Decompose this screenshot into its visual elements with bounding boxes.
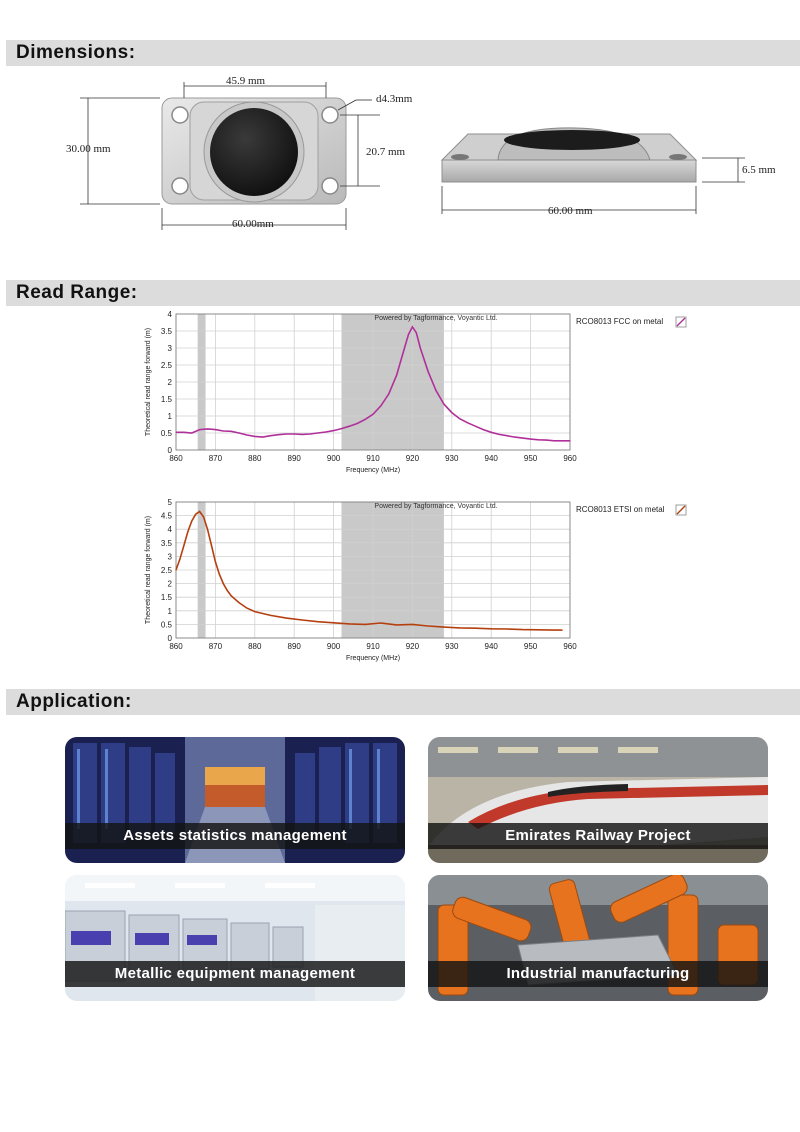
section-title: Read Range:	[16, 282, 138, 303]
data-point	[238, 602, 239, 603]
y-tick-label: 1	[167, 606, 172, 616]
x-axis-label: Frequency (MHz)	[345, 467, 401, 474]
data-point	[396, 624, 397, 625]
data-point	[231, 431, 232, 432]
x-tick-label: 920	[405, 642, 420, 651]
data-point	[333, 430, 334, 431]
y-axis-label: Theoretical read range forward (m)	[145, 515, 152, 625]
x-tick-label: 950	[523, 454, 538, 463]
data-point	[301, 434, 302, 435]
data-point	[404, 347, 405, 348]
data-point	[428, 625, 429, 626]
data-point	[491, 432, 492, 433]
data-point	[223, 583, 224, 584]
y-tick-label: 4	[167, 310, 172, 319]
data-point	[231, 595, 232, 596]
data-point	[459, 627, 460, 628]
section-header-dimensions	[6, 40, 800, 66]
data-point	[475, 628, 476, 629]
legend-label: RCO8013 FCC on metal	[576, 317, 664, 326]
x-tick-label: 860	[169, 454, 183, 463]
data-point	[443, 627, 444, 628]
data-point	[475, 426, 476, 427]
data-point	[183, 432, 184, 433]
data-point	[246, 607, 247, 608]
chart-credit: Powered by Tagformance, Voyantic Ltd.	[374, 503, 498, 510]
y-tick-label: 3	[167, 344, 172, 353]
data-point	[522, 629, 523, 630]
data-point	[219, 573, 220, 574]
y-tick-label: 3.5	[160, 538, 172, 548]
data-point	[357, 423, 358, 424]
data-point	[435, 390, 436, 391]
data-point	[569, 440, 570, 441]
y-tick-label: 3	[167, 552, 172, 562]
section-header-read-range	[6, 280, 800, 306]
data-point	[211, 545, 212, 546]
data-point	[215, 429, 216, 430]
x-tick-label: 880	[248, 454, 262, 463]
x-tick-label: 890	[287, 454, 301, 463]
dim-side-width: 60.00 mm	[548, 205, 593, 217]
data-point	[554, 440, 555, 441]
data-point	[175, 569, 176, 570]
data-point	[254, 436, 255, 437]
data-point	[483, 429, 484, 430]
y-tick-label: 0.5	[160, 429, 172, 438]
data-point	[514, 436, 515, 437]
data-point	[538, 629, 539, 630]
data-point	[554, 630, 555, 631]
data-point	[420, 347, 421, 348]
data-point	[254, 611, 255, 612]
data-point	[372, 414, 373, 415]
data-point	[270, 615, 271, 616]
data-point	[207, 529, 208, 530]
data-point	[317, 432, 318, 433]
data-point	[341, 428, 342, 429]
data-point	[207, 428, 208, 429]
data-point	[396, 375, 397, 376]
data-point	[412, 624, 413, 625]
y-tick-label: 2.5	[160, 566, 172, 575]
data-point	[191, 520, 192, 521]
data-point	[301, 619, 302, 620]
x-tick-label: 910	[366, 454, 380, 463]
data-point	[491, 628, 492, 629]
data-point	[270, 435, 271, 436]
section-title: Dimensions:	[16, 42, 136, 63]
data-point	[380, 622, 381, 623]
dim-thickness: 6.5 mm	[742, 164, 776, 176]
y-tick-label: 5	[167, 498, 172, 507]
application-card-metallic-equipment	[65, 875, 405, 1001]
application-card-assets	[65, 737, 405, 863]
dim-hole-diameter: d4.3mm	[376, 93, 413, 105]
data-point	[203, 516, 204, 517]
chart-credit: Powered by Tagformance, Voyantic Ltd.	[374, 315, 498, 322]
data-point	[467, 422, 468, 423]
x-axis-label: Frequency (MHz)	[345, 655, 401, 662]
data-point	[506, 628, 507, 629]
data-point	[333, 622, 334, 623]
tag-side-view	[442, 128, 696, 182]
data-point	[191, 432, 192, 433]
x-tick-label: 950	[523, 642, 538, 651]
data-point	[538, 439, 539, 440]
data-point	[199, 511, 200, 512]
data-point	[408, 334, 409, 335]
data-point	[498, 434, 499, 435]
data-point	[317, 621, 318, 622]
x-tick-label: 910	[366, 642, 380, 651]
data-point	[309, 433, 310, 434]
data-point	[380, 405, 381, 406]
x-tick-label: 900	[326, 454, 341, 463]
x-tick-label: 870	[208, 642, 223, 651]
dim-height: 30.00 mm	[66, 143, 111, 155]
section-title: Application:	[16, 691, 132, 712]
data-point	[451, 412, 452, 413]
y-tick-label: 2.5	[160, 361, 172, 370]
data-point	[294, 433, 295, 434]
data-point	[199, 429, 200, 430]
data-point	[223, 430, 224, 431]
x-tick-label: 940	[484, 642, 498, 651]
data-point	[428, 371, 429, 372]
data-point	[246, 434, 247, 435]
x-tick-label: 860	[169, 642, 183, 651]
y-tick-label: 3.5	[160, 327, 172, 336]
y-axis-label: Theoretical read range forward (m)	[145, 327, 152, 437]
x-tick-label: 930	[445, 642, 459, 651]
dim-width: 60.00mm	[232, 218, 274, 230]
y-tick-label: 1.5	[160, 395, 172, 404]
data-point	[530, 439, 531, 440]
dim-hole-spacing: 20.7 mm	[366, 146, 406, 158]
data-point	[286, 618, 287, 619]
x-tick-label: 900	[326, 642, 341, 651]
data-point	[262, 436, 263, 437]
data-point	[187, 531, 188, 532]
y-tick-label: 1.5	[160, 593, 172, 603]
data-point	[562, 440, 563, 441]
x-tick-label: 930	[445, 454, 459, 463]
data-point	[278, 434, 279, 435]
application-label: Industrial manufacturing	[428, 961, 768, 987]
data-point	[416, 332, 417, 333]
data-point	[562, 630, 563, 631]
dim-inner-width: 45.9 mm	[226, 75, 266, 87]
section-header-application	[6, 689, 800, 715]
data-point	[546, 440, 547, 441]
data-point	[195, 514, 196, 515]
data-point	[388, 393, 389, 394]
data-point	[459, 418, 460, 419]
fcc-read-range-chart	[130, 306, 700, 476]
data-point	[443, 404, 444, 405]
y-tick-label: 0	[167, 446, 172, 455]
data-point	[238, 432, 239, 433]
x-tick-label: 960	[563, 642, 577, 651]
y-tick-label: 2	[167, 378, 172, 387]
data-point	[227, 590, 228, 591]
data-point	[365, 624, 366, 625]
data-point	[349, 623, 350, 624]
y-tick-label: 0	[167, 634, 172, 643]
data-point	[325, 431, 326, 432]
data-point	[179, 559, 180, 560]
y-tick-label: 4.5	[160, 511, 172, 521]
application-card-industrial	[428, 875, 768, 1001]
y-tick-label: 0.5	[160, 620, 172, 630]
data-point	[349, 426, 350, 427]
application-label: Metallic equipment management	[65, 961, 405, 987]
x-tick-label: 890	[287, 642, 301, 651]
data-point	[286, 433, 287, 434]
data-point	[506, 435, 507, 436]
legend-label: RCO8013 ETSI on metal	[576, 505, 665, 514]
data-point	[412, 326, 413, 327]
etsi-read-range-chart	[130, 494, 700, 666]
x-tick-label: 870	[208, 454, 223, 463]
application-card-railway	[428, 737, 768, 863]
x-tick-label: 940	[484, 454, 498, 463]
y-tick-label: 4	[167, 525, 172, 535]
data-point	[183, 545, 184, 546]
data-point	[175, 432, 176, 433]
y-tick-label: 1	[167, 412, 172, 421]
data-point	[215, 561, 216, 562]
application-label: Emirates Railway Project	[428, 823, 768, 849]
data-point	[365, 419, 366, 420]
x-tick-label: 920	[405, 454, 420, 463]
tag-top-view	[162, 98, 346, 204]
data-point	[522, 438, 523, 439]
x-tick-label: 960	[563, 454, 577, 463]
application-label: Assets statistics management	[65, 823, 405, 849]
y-tick-label: 2	[167, 579, 172, 589]
x-tick-label: 880	[248, 642, 262, 651]
